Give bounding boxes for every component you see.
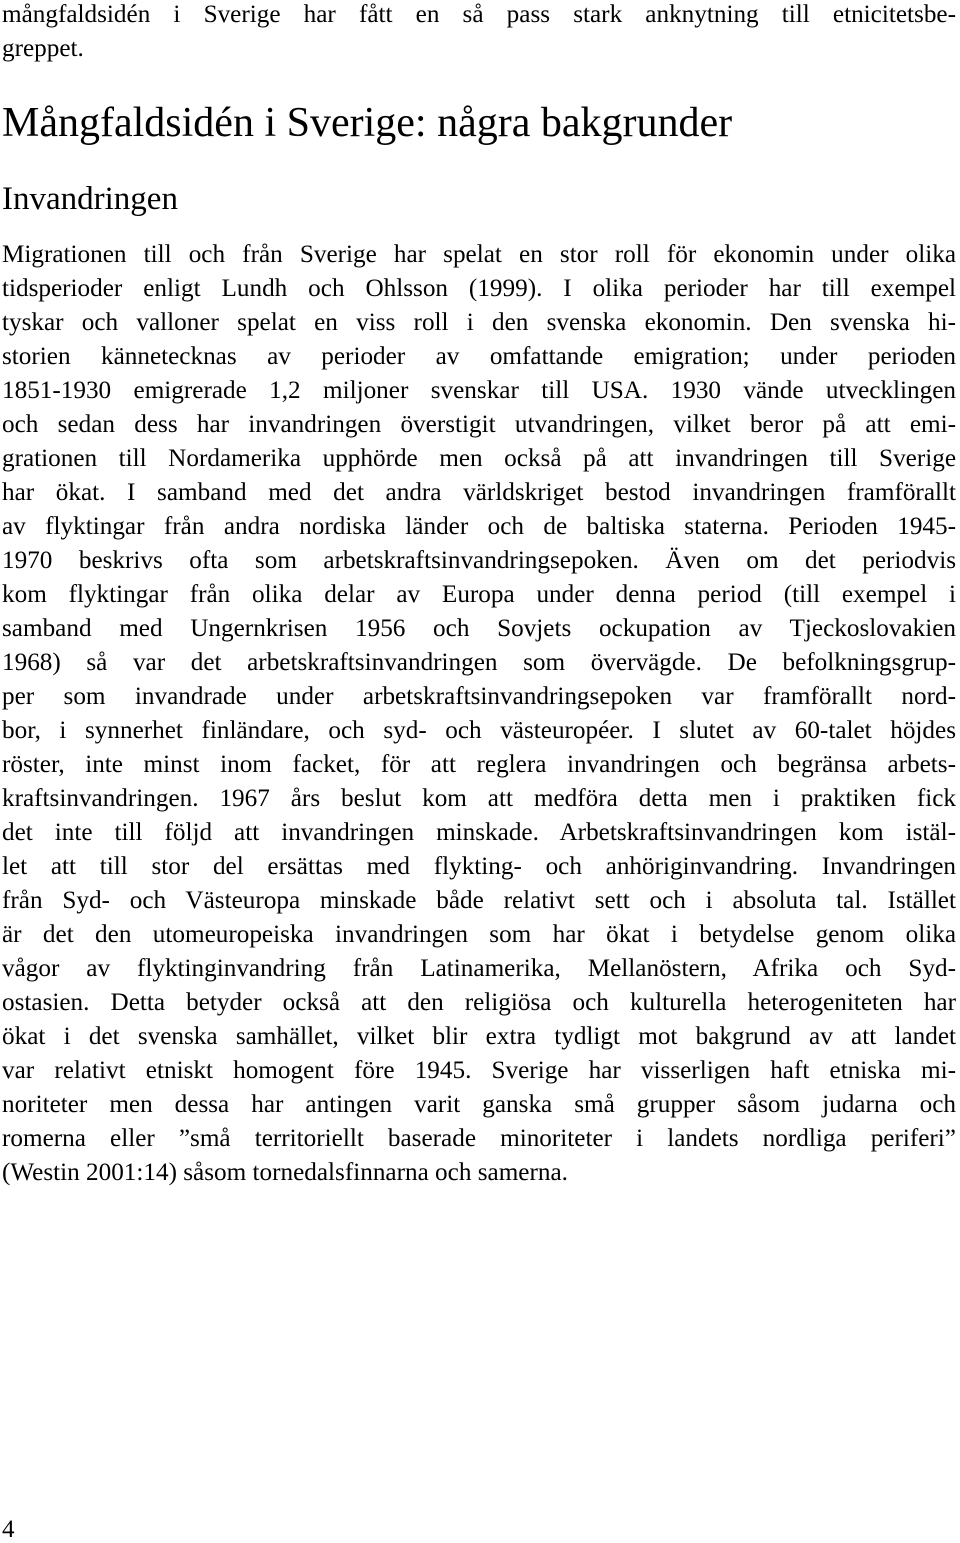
text-line: grationen till Nordamerika upphörde men också på att invandringen till Sverige — [2, 445, 956, 472]
text-line: det inte till följd att invandringen minskade. Arbetskraftsinvandringen kom istäl- — [2, 819, 956, 846]
text-line: 1970 beskrivs ofta som arbetskraftsinvandringsepoken. Även om det periodvis — [2, 547, 956, 574]
text-line: 1851-1930 emigrerade 1,2 miljoner svenskar till USA. 1930 vände utvecklingen — [2, 377, 956, 404]
text-line: ökat i det svenska samhället, vilket blir extra tydligt mot bakgrund av att landet — [2, 1023, 956, 1050]
text-line: samband med Ungernkrisen 1956 och Sovjets ockupation av Tjeckoslovakien — [2, 615, 956, 642]
text-line: Migrationen till och från Sverige har spelat en stor roll för ekonomin under olika — [2, 241, 956, 268]
text-line: (Westin 2001:14) såsom tornedalsfinnarna och samerna. — [2, 1159, 568, 1186]
text-line: kraftsinvandringen. 1967 års beslut kom att medföra detta men i praktiken fick — [2, 785, 956, 812]
intro-paragraph — [2, 0, 956, 66]
text-line: let att till stor del ersättas med flykting- och anhöriginvandring. Invandringen — [2, 853, 956, 880]
text-line: tyskar och valloner spelat en viss roll i den svenska ekonomin. Den svenska hi- — [2, 309, 956, 336]
text-line: per som invandrade under arbetskraftsinvandringsepoken var framförallt nord- — [2, 683, 956, 710]
text-line: har ökat. I samband med det andra världskriget bestod invandringen framförallt — [2, 479, 956, 506]
text-line: vågor av flyktinginvandring från Latinamerika, Mellanöstern, Afrika och Syd- — [2, 955, 956, 982]
section-title: Mångfaldsidén i Sverige: några bakgrunder — [2, 100, 733, 146]
text-line: romerna eller ”små territoriellt baserade minoriteter i landets nordliga periferi” — [2, 1125, 956, 1152]
text-line: tidsperioder enligt Lundh och Ohlsson (1999). I olika perioder har till exempel — [2, 275, 956, 302]
text-line: och sedan dess har invandringen överstigit utvandringen, vilket beror på att emi- — [2, 411, 956, 438]
text-line: bor, i synnerhet finländare, och syd- och västeuropéer. I slutet av 60-talet höjdes — [2, 717, 956, 744]
text-line: kom flyktingar från olika delar av Europa under denna period (till exempel i — [2, 581, 956, 608]
body-paragraph — [2, 238, 956, 1190]
text-line: 1968) så var det arbetskraftsinvandringen som övervägde. De befolkningsgrup- — [2, 649, 956, 676]
text-line: är det den utomeuropeiska invandringen som har ökat i betydelse genom olika — [2, 921, 956, 948]
text-line: storien kännetecknas av perioder av omfattande emigration; under perioden — [2, 343, 956, 370]
text-line: ostasien. Detta betyder också att den religiösa och kulturella heterogeniteten har — [2, 989, 956, 1016]
text-line: noriteter men dessa har antingen varit ganska små grupper såsom judarna och — [2, 1091, 956, 1118]
text-line: greppet. — [2, 35, 84, 62]
text-line: röster, inte minst inom facket, för att reglera invandringen och begränsa arbets- — [2, 751, 956, 778]
page-number: 4 — [2, 1516, 15, 1543]
text-line: av flyktingar från andra nordiska länder och de baltiska staterna. Perioden 1945- — [2, 513, 956, 540]
section-subtitle: Invandringen — [2, 181, 178, 217]
text-line: från Syd- och Västeuropa minskade både relativt sett och i absoluta tal. Istället — [2, 887, 956, 914]
text-line: mångfaldsidén i Sverige har fått en så pass stark anknytning till etnicitetsbe- — [2, 1, 956, 28]
text-line: var relativt etniskt homogent före 1945. Sverige har visserligen haft etniska mi- — [2, 1057, 956, 1084]
